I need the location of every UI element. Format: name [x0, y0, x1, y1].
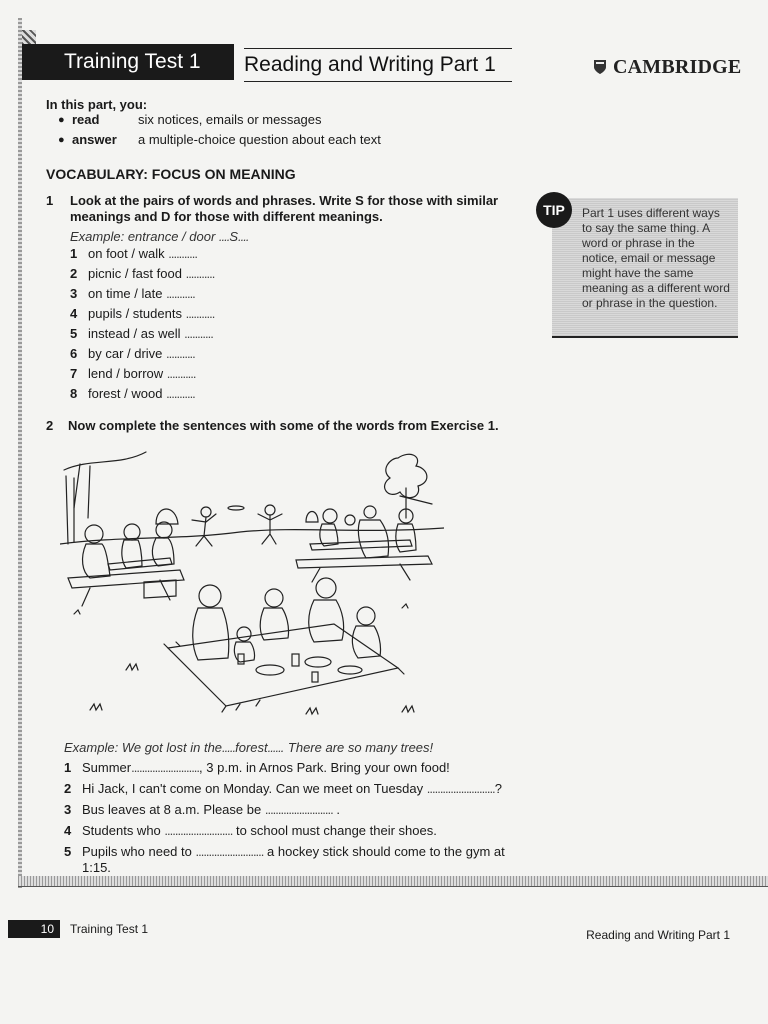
item-before: Hi Jack, I can't come on Monday. Can we meet on Tuesday [82, 781, 424, 796]
exercise-number: 1 [46, 193, 54, 208]
exercise-number: 2 [46, 418, 54, 433]
tip-text: Part 1 uses different ways to say the same thing. A word or phrase in the notice, email or message might have the same meaning as a different word or phrase in the question. [582, 206, 730, 310]
tip-badge: TIP [536, 192, 572, 228]
item-after: ? [494, 781, 502, 796]
list-item [64, 823, 514, 839]
item-content [88, 286, 195, 301]
item-text: instead / as well [88, 326, 181, 341]
item-number: 2 [70, 266, 78, 281]
intro [46, 97, 381, 152]
item-content [82, 781, 514, 797]
bush [306, 512, 318, 523]
answer-blank[interactable]: ........... [166, 346, 195, 361]
example-before: We got lost in the [121, 740, 223, 755]
bullet-verb: answer [72, 132, 117, 147]
example-answer: S [229, 229, 239, 244]
item-text: on time / late [88, 286, 163, 301]
bullet-desc: a multiple-choice question about each text [138, 132, 381, 147]
example-label: Example: [70, 229, 125, 244]
intro-bullet [46, 112, 322, 132]
exercise-example [70, 229, 506, 244]
item-content [88, 246, 197, 261]
answer-blank[interactable]: ........... [185, 306, 215, 321]
item-content [82, 760, 514, 776]
list-item [70, 244, 506, 264]
exercise-instruction: Look at the pairs of words and phrases. Write S for those with similar meanings and D for those with different meanings. [70, 193, 499, 224]
answer-blank[interactable]: ........... [168, 246, 197, 261]
item-number: 1 [70, 246, 78, 261]
item-number: 6 [70, 346, 78, 361]
item-content [88, 386, 195, 401]
answer-blank: ..... [267, 740, 281, 755]
brand [593, 56, 741, 79]
item-before: Summer [82, 760, 132, 775]
bullet-verb: read [72, 112, 100, 127]
answer-blank[interactable]: .......................... [426, 781, 495, 796]
item-text: pupils / students [88, 306, 182, 321]
item-number: 4 [70, 306, 78, 321]
item-content [88, 346, 195, 361]
item-number: 5 [70, 326, 78, 341]
exercise-2-sentences [64, 736, 514, 876]
item-content [88, 326, 213, 341]
exercise-1 [46, 193, 506, 404]
answer-blank[interactable]: .......................... [195, 844, 264, 859]
tree-branch [64, 452, 146, 518]
list-item [64, 844, 514, 876]
intro-lead: In this part, you: [46, 97, 148, 112]
item-after: to school must change their shoes. [235, 823, 437, 838]
item-content [88, 306, 214, 321]
list-item [70, 364, 506, 384]
list-item [70, 264, 506, 284]
answer-blank[interactable]: .......................... [131, 760, 200, 775]
item-number: 3 [64, 802, 72, 817]
footer-left: Training Test 1 [70, 922, 149, 936]
list-item [64, 781, 514, 797]
answer-blank: .... [238, 229, 249, 244]
picnic-blanket [168, 624, 398, 706]
item-number: 2 [64, 781, 72, 796]
header-badge: Training Test 1 [22, 44, 234, 80]
item-after: . [336, 802, 341, 817]
exercise-example [64, 740, 514, 755]
answer-blank: ..... [222, 740, 236, 755]
item-number: 1 [64, 760, 72, 775]
answer-blank[interactable]: ........... [185, 266, 215, 281]
item-text: picnic / fast food [88, 266, 182, 281]
list-item [70, 324, 506, 344]
picnic-table-right [296, 540, 432, 582]
brand-name: CAMBRIDGE [613, 56, 742, 78]
item-before: Bus leaves at 8 a.m. Please be [82, 802, 262, 817]
item-content [82, 844, 514, 876]
example-label: Example: [64, 740, 119, 755]
footer-right: Reading and Writing Part 1 [586, 928, 730, 942]
answer-blank[interactable]: ........... [184, 326, 213, 341]
page-edge [18, 18, 22, 888]
bush [156, 509, 178, 524]
exercise-2 [46, 418, 499, 434]
horizon [60, 528, 444, 544]
item-content [88, 366, 196, 381]
item-content [88, 266, 214, 281]
item-before: Students who [82, 823, 161, 838]
header-title: Reading and Writing Part 1 [244, 48, 512, 82]
page-number: 10 [8, 920, 60, 938]
list-item [64, 760, 514, 776]
answer-blank[interactable]: ........... [166, 286, 195, 301]
item-text: forest / wood [88, 386, 163, 401]
example-text: entrance / door [127, 229, 216, 244]
picnic-illustration [60, 448, 444, 726]
cambridge-shield-icon [593, 59, 607, 75]
item-text: on foot / walk [88, 246, 165, 261]
bullet-icon: ● [58, 114, 65, 126]
item-text: by car / drive [88, 346, 163, 361]
item-number: 4 [64, 823, 72, 838]
list-item [70, 344, 506, 364]
list-item [70, 304, 506, 324]
list-item [64, 802, 514, 818]
answer-blank: .... [218, 229, 230, 244]
bottom-rule [18, 876, 768, 887]
item-number: 5 [64, 844, 72, 859]
item-after: a hockey stick should come to the gym at 1:15. [82, 844, 505, 875]
item-number: 3 [70, 286, 78, 301]
list-item [70, 384, 506, 404]
answer-blank[interactable]: ........... [166, 366, 196, 381]
bullet-icon: ● [58, 134, 65, 146]
item-text: lend / borrow [88, 366, 164, 381]
item-after: , 3 p.m. in Arnos Park. Bring your own food! [199, 760, 450, 775]
item-number: 8 [70, 386, 78, 401]
item-content [82, 823, 514, 839]
example-after: . There are so many trees! [280, 740, 434, 755]
bullet-desc: six notices, emails or messages [138, 112, 322, 127]
answer-blank[interactable]: ........... [166, 386, 195, 401]
answer-blank[interactable]: .......................... [264, 802, 333, 817]
section-heading: VOCABULARY: FOCUS ON MEANING [46, 166, 296, 182]
item-number: 7 [70, 366, 78, 381]
intro-bullet [46, 132, 381, 152]
answer-blank[interactable]: .......................... [164, 823, 233, 838]
tree-right-trunk [400, 488, 432, 518]
item-content [82, 802, 514, 818]
tree-trunk [66, 476, 74, 544]
list-item [70, 284, 506, 304]
example-answer: forest [235, 740, 268, 755]
exercise-instruction: Now complete the sentences with some of the words from Exercise 1. [68, 418, 499, 433]
item-before: Pupils who need to [82, 844, 192, 859]
